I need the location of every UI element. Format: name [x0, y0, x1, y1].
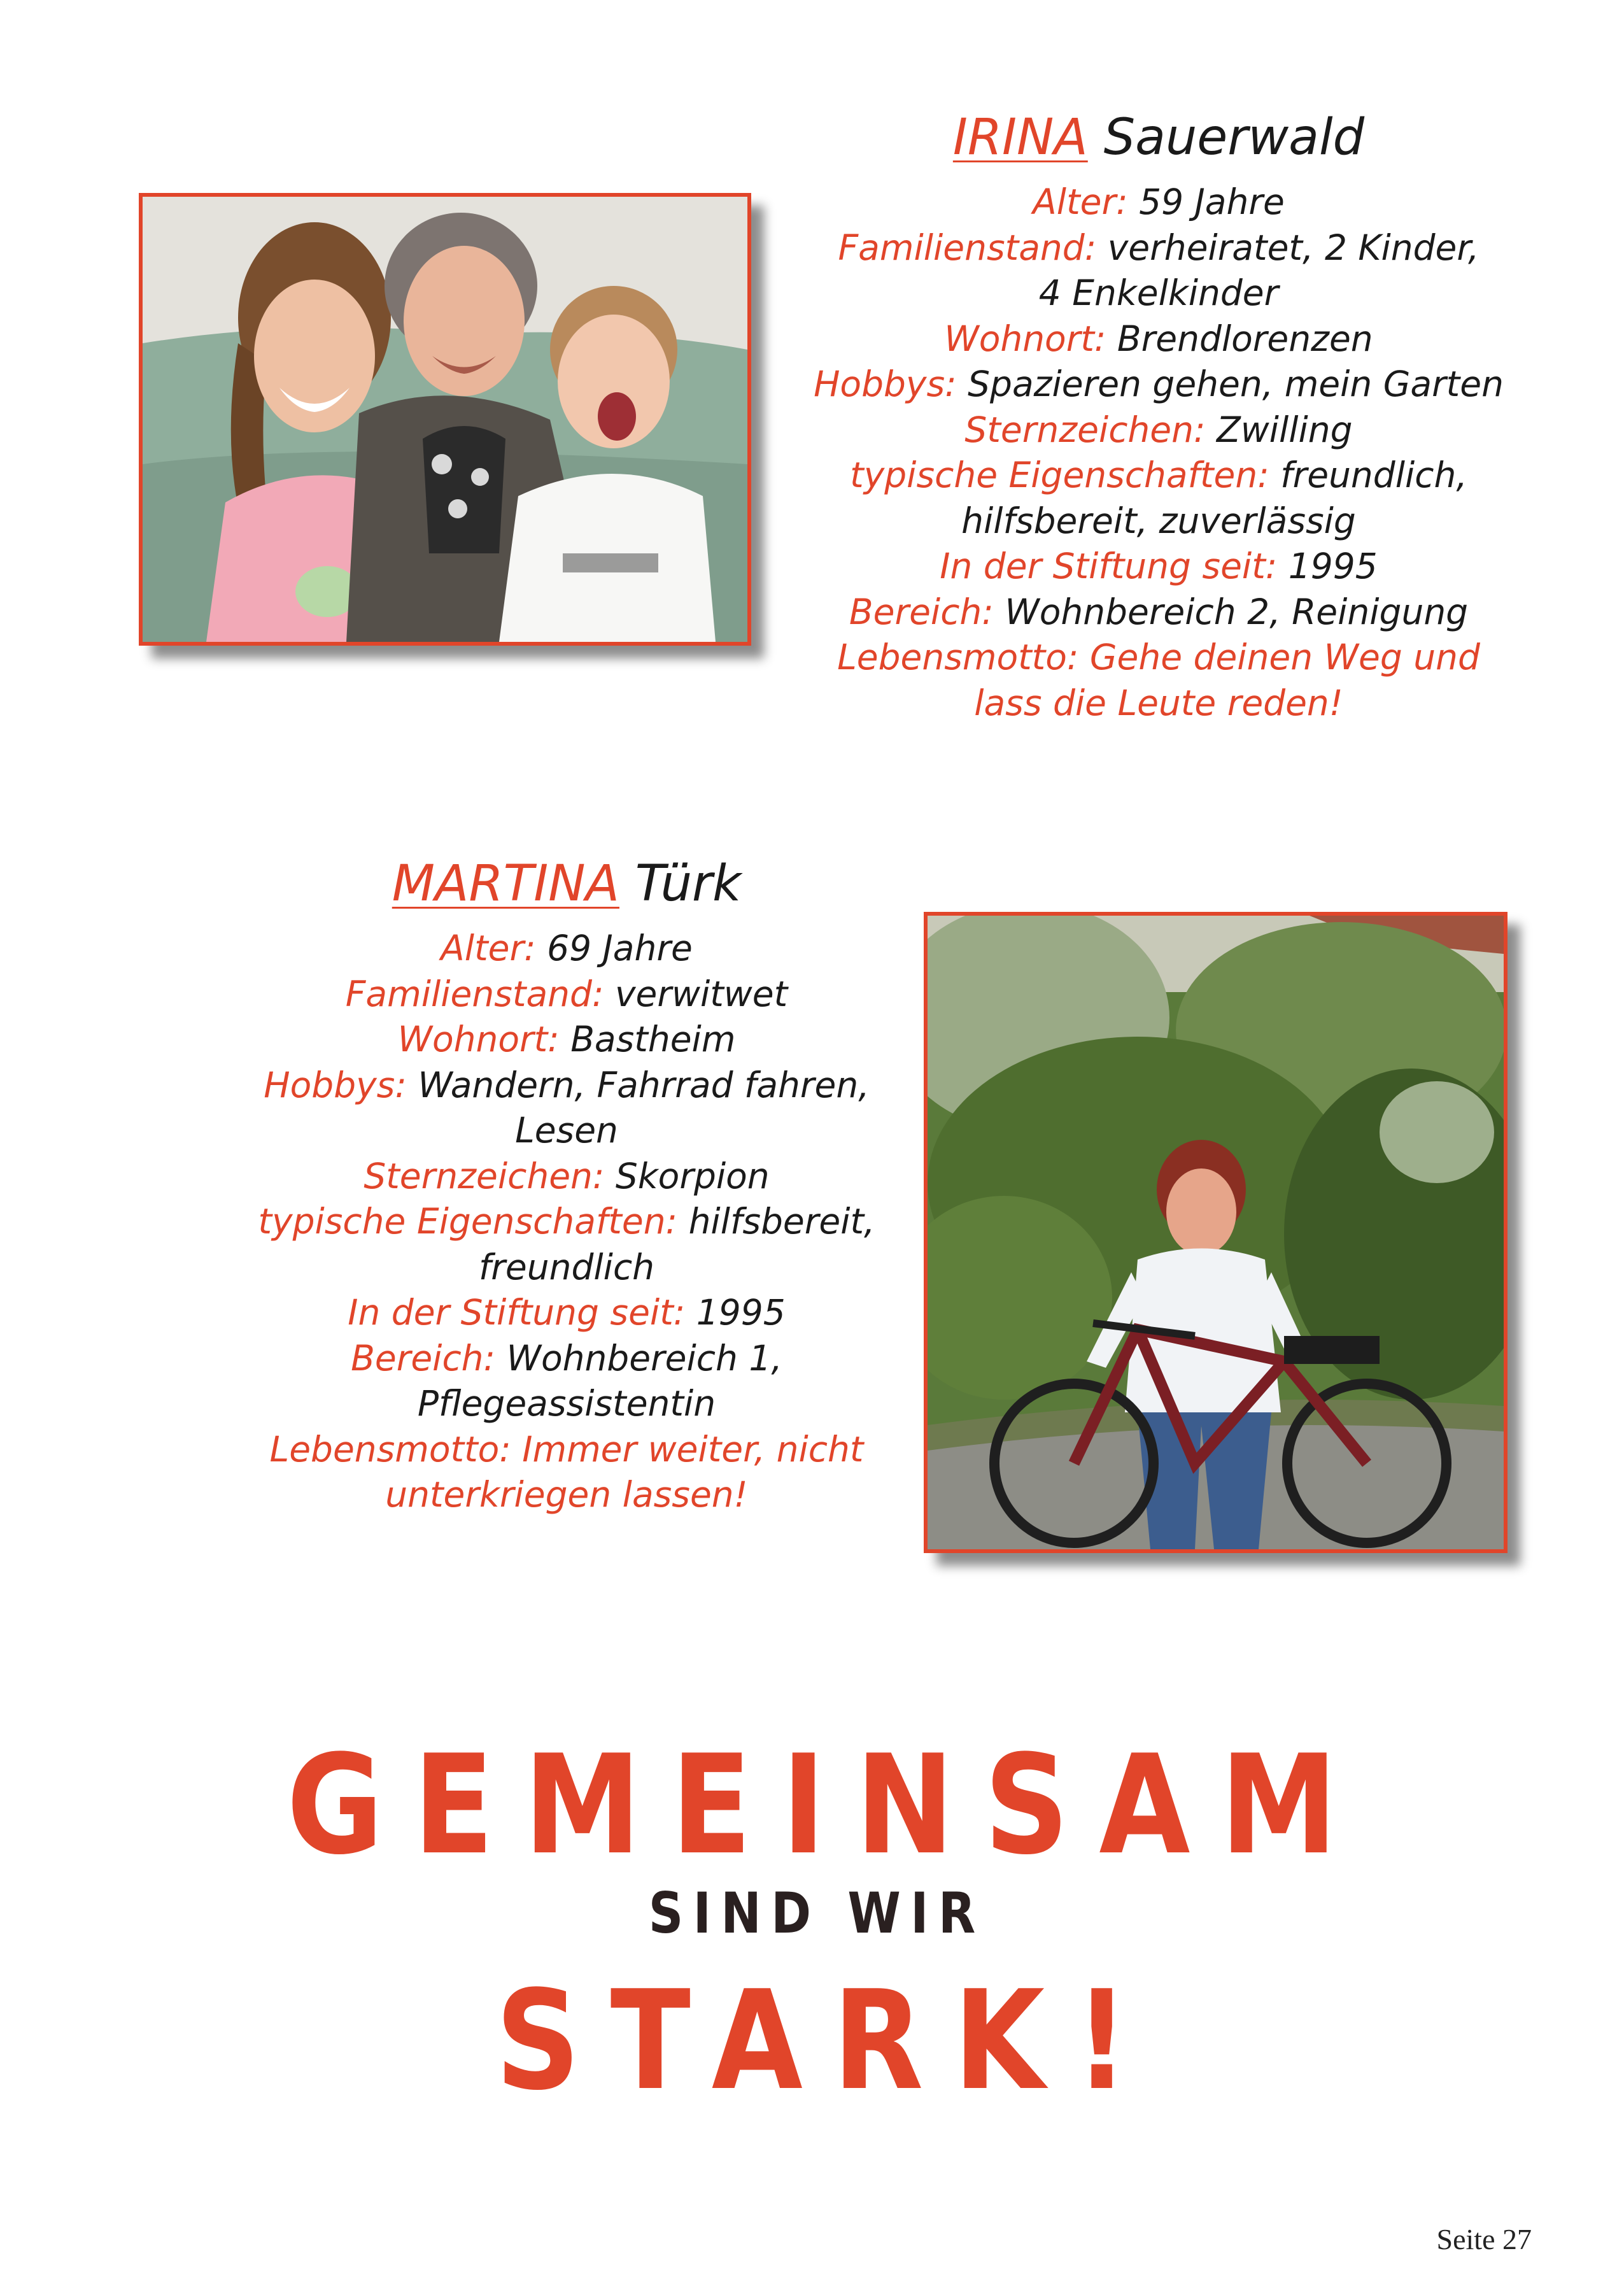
- detail-label: Hobbys:: [264, 1064, 418, 1105]
- profile-detail-line: [191, 1290, 942, 1336]
- profile-detail-line: [191, 1017, 942, 1063]
- detail-value: Spazieren gehen, mein Garten: [968, 364, 1504, 404]
- detail-value: freundlich: [478, 1246, 655, 1288]
- detail-label: Familienstand:: [838, 227, 1108, 268]
- profile-detail-line: [751, 225, 1566, 271]
- profile-detail-line: [751, 316, 1566, 362]
- profile-detail-line: [191, 1472, 942, 1518]
- profile-details: [751, 180, 1566, 726]
- detail-value: verheiratet, 2 Kinder,: [1107, 227, 1479, 268]
- detail-value: Zwilling: [1217, 409, 1353, 450]
- detail-value: 4 Enkelkinder: [1038, 273, 1279, 313]
- profile-detail-line: [191, 1199, 942, 1245]
- detail-value: Wohnbereich 2, Reinigung: [1005, 591, 1469, 632]
- profile-name: [191, 853, 942, 914]
- profile-detail-line: [751, 544, 1566, 590]
- profile-martina: [191, 853, 942, 1518]
- detail-value: hilfsbereit,: [688, 1201, 875, 1242]
- detail-label: In der Stiftung seit:: [940, 546, 1289, 586]
- detail-value: 1995: [696, 1292, 786, 1333]
- photo-irina-family: [139, 193, 751, 646]
- profile-detail-line: [751, 635, 1566, 681]
- detail-label: Alter:: [1033, 181, 1140, 222]
- profile-last-name: Sauerwald: [1103, 109, 1365, 166]
- profile-detail-line: [751, 590, 1566, 635]
- slogan-sind-wir: SIND WIR: [648, 1880, 985, 1946]
- profile-detail-line: [751, 362, 1566, 408]
- detail-label: lass die Leute reden!: [974, 682, 1343, 723]
- detail-label: typische Eigenschaften:: [258, 1201, 689, 1242]
- profile-detail-line: [751, 408, 1566, 453]
- detail-value: 59 Jahre: [1139, 181, 1285, 222]
- profile-detail-line: [191, 1245, 942, 1291]
- detail-label: Sternzeichen:: [364, 1155, 616, 1196]
- profile-detail-line: [191, 1063, 942, 1109]
- profile-detail-line: [751, 499, 1566, 544]
- profile-detail-line: [191, 1154, 942, 1200]
- detail-label: Lebensmotto: Gehe deinen Weg und: [837, 637, 1480, 678]
- detail-value: hilfsbereit, zuverlässig: [961, 500, 1356, 541]
- profile-detail-line: [191, 1336, 942, 1382]
- detail-label: Wohnort:: [944, 318, 1117, 359]
- slogan-gemeinsam: GEMEINSAM: [286, 1725, 1368, 1885]
- detail-label: Lebensmotto: Immer weiter, nicht: [269, 1428, 864, 1470]
- profile-first-name: MARTINA: [392, 855, 619, 912]
- photo-martina-illustration: [928, 916, 1504, 1549]
- profile-details: [191, 926, 942, 1518]
- detail-label: Sternzeichen:: [964, 409, 1217, 450]
- detail-value: Bastheim: [570, 1019, 736, 1060]
- profile-detail-line: [191, 1427, 942, 1473]
- detail-label: Familienstand:: [345, 973, 615, 1014]
- profile-last-name: Türk: [635, 855, 742, 912]
- detail-value: Wohnbereich 1,: [506, 1337, 782, 1379]
- profile-first-name: IRINA: [952, 109, 1088, 166]
- detail-value: Wandern, Fahrrad fahren,: [418, 1064, 870, 1105]
- detail-value: Pflegeassistentin: [417, 1383, 716, 1424]
- page-number: Seite 27: [1436, 2223, 1532, 2255]
- profile-detail-line: [751, 271, 1566, 316]
- slogan-stark: STARK!: [495, 1961, 1159, 2120]
- profile-irina: [751, 107, 1566, 726]
- photo-martina-bicycle: [924, 912, 1507, 1553]
- detail-value: 1995: [1288, 546, 1378, 586]
- detail-value: verwitwet: [614, 973, 788, 1014]
- detail-label: Alter:: [441, 928, 547, 969]
- detail-label: Wohnort:: [397, 1019, 571, 1060]
- detail-value: Skorpion: [615, 1155, 770, 1196]
- profile-detail-line: [191, 1381, 942, 1427]
- detail-value: Brendlorenzen: [1117, 318, 1373, 359]
- detail-label: unterkriegen lassen!: [385, 1474, 748, 1515]
- detail-value: 69 Jahre: [547, 928, 693, 969]
- profile-detail-line: [191, 972, 942, 1018]
- detail-label: In der Stiftung seit:: [348, 1292, 696, 1333]
- detail-label: Bereich:: [849, 591, 1005, 632]
- profile-detail-line: [191, 926, 942, 972]
- detail-label: typische Eigenschaften:: [850, 455, 1281, 495]
- detail-value: Lesen: [515, 1110, 618, 1151]
- profile-detail-line: [751, 180, 1566, 225]
- detail-value: freundlich,: [1280, 455, 1467, 495]
- profile-detail-line: [751, 453, 1566, 499]
- detail-label: Hobbys:: [814, 364, 968, 404]
- profile-name: [751, 107, 1566, 168]
- detail-label: Bereich:: [351, 1337, 507, 1379]
- profile-detail-line: [191, 1108, 942, 1154]
- profile-detail-line: [751, 681, 1566, 727]
- photo-irina-illustration: [143, 197, 747, 642]
